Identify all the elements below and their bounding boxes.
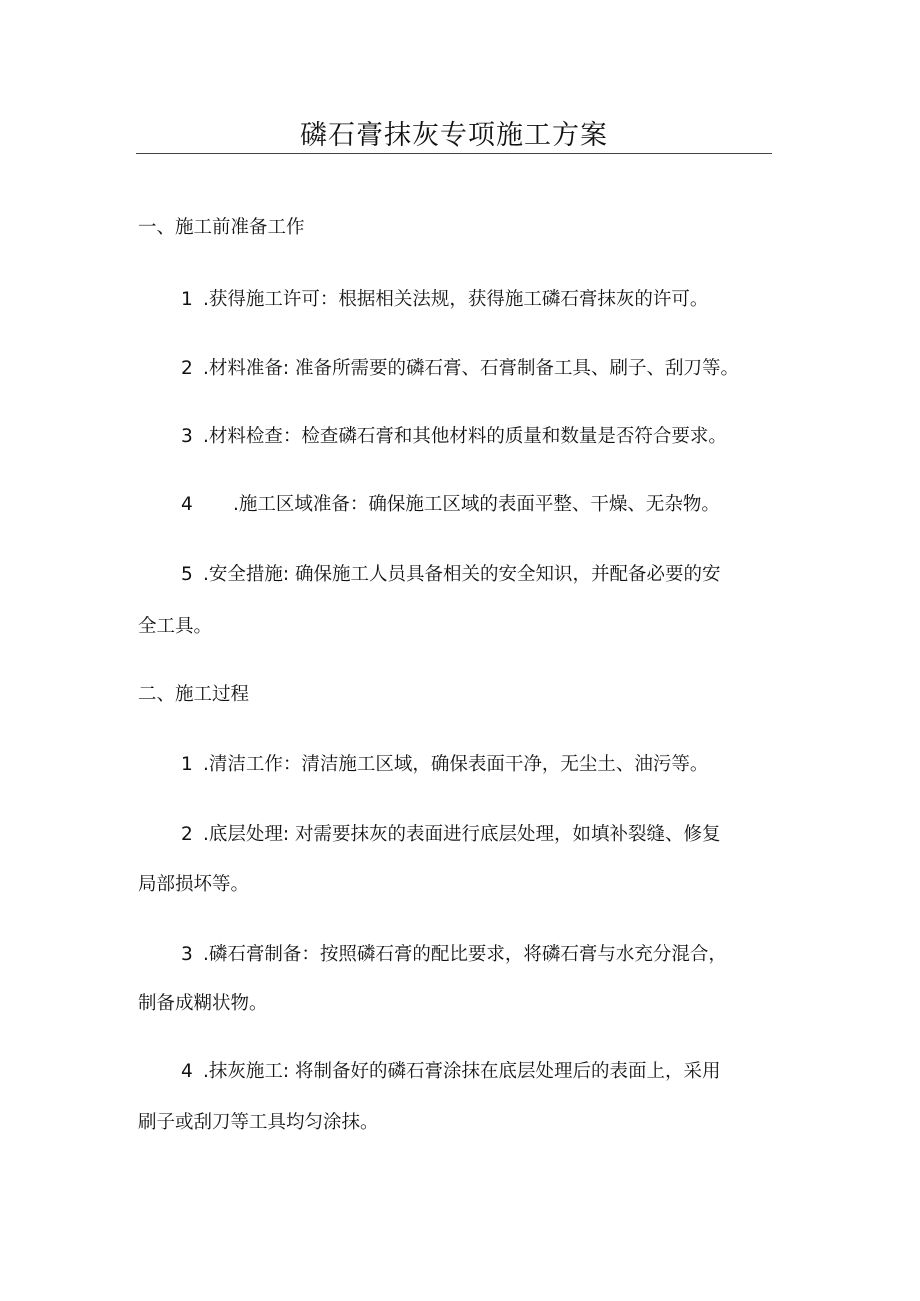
list-item xyxy=(181,822,721,848)
item-text: .清洁工作：清洁施工区域，确保表面干净，无尘土、油污等。 xyxy=(203,754,709,775)
item-text: .安全措施: 确保施工人员具备相关的安全知识，并配备必要的安 xyxy=(203,564,721,585)
list-item xyxy=(181,1059,721,1085)
item-number: 3 xyxy=(181,944,193,965)
item-continuation: 局部损坏等。 xyxy=(138,874,250,895)
item-continuation: 刷子或刮刀等工具均匀涂抹。 xyxy=(138,1112,379,1133)
item-text: .磷石膏制备：按照磷石膏的配比要求，将磷石膏与水充分混合， xyxy=(203,944,727,965)
item-number: 2 xyxy=(181,824,193,845)
list-item xyxy=(181,356,739,382)
list-item xyxy=(181,562,721,588)
list-item xyxy=(181,424,727,450)
item-text: .底层处理: 对需要抹灰的表面进行底层处理，如填补裂缝、修复 xyxy=(203,824,721,845)
item-text: .获得施工许可：根据相关法规，获得施工磷石膏抹灰的许可。 xyxy=(203,289,709,310)
item-text: .抹灰施工: 将制备好的磷石膏涂抹在底层处理后的表面上，采用 xyxy=(203,1061,721,1082)
item-continuation: 全工具。 xyxy=(138,616,213,637)
section-heading-1: 一、施工前准备工作 xyxy=(138,217,305,238)
item-number: 5 xyxy=(181,564,193,585)
item-text: .施工区域准备：确保施工区域的表面平整、干燥、无杂物。 xyxy=(233,494,720,515)
title-underline xyxy=(136,153,772,154)
item-text: .材料检查：检查磷石膏和其他材料的质量和数量是否符合要求。 xyxy=(203,426,727,447)
item-number: 3 xyxy=(181,426,193,447)
item-number: 4 xyxy=(181,1061,193,1082)
item-number: 2 xyxy=(181,358,193,379)
list-item xyxy=(181,287,708,313)
list-item xyxy=(181,942,727,968)
item-continuation: 制备成糊状物。 xyxy=(138,993,268,1014)
page-title: 磷石膏抹灰专项施工方案 xyxy=(300,120,608,151)
item-number: 1 xyxy=(181,289,193,310)
item-text: .材料准备: 准备所需要的磷石膏、石膏制备工具、刷子、刮刀等。 xyxy=(203,358,739,379)
list-item xyxy=(181,752,708,778)
item-number: 4 xyxy=(181,494,193,515)
item-number: 1 xyxy=(181,754,193,775)
section-heading-2: 二、施工过程 xyxy=(138,684,250,705)
list-item xyxy=(181,492,720,518)
